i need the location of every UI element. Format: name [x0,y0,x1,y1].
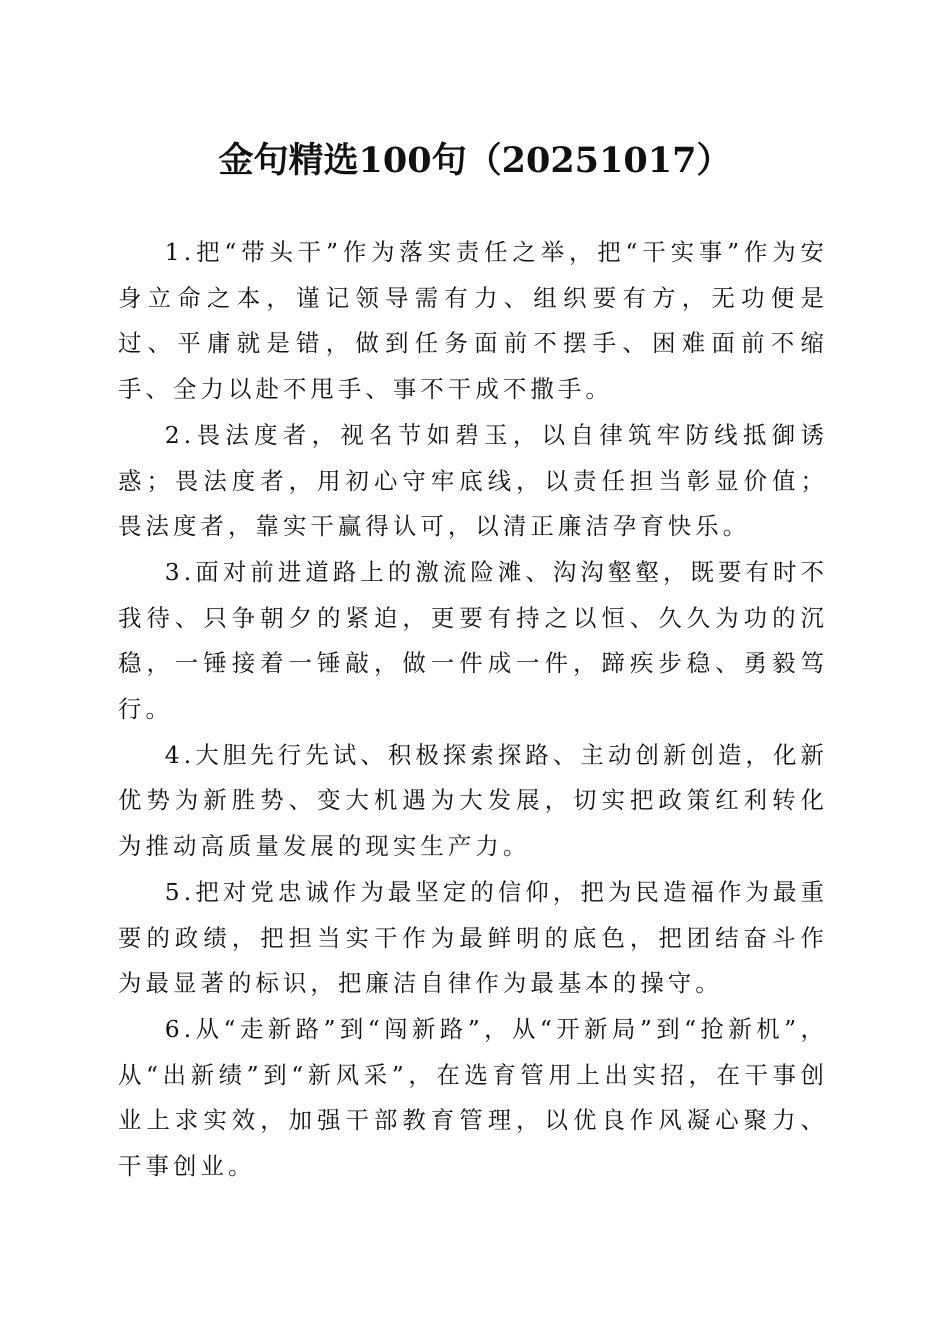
paragraph-4: 4.大胆先行先试、积极探索探路、主动创新创造，化新优势为新胜势、变大机遇为大发展，切实把政策红利转化为推动高质量发展的现实生产力。 [118,740,828,861]
paragraph-6: 6.从“走新路”到“闯新路”，从“开新局”到“抢新机”，从“出新绩”到“新风采”，在选育管用上出实招，在干事创业上求实效，加强干部教育管理，以优良作风凝心聚力、干事创业。 [118,1014,828,1181]
paragraph-2: 2.畏法度者，视名节如碧玉，以自律筑牢防线抵御诱惑；畏法度者，用初心守牢底线，以责任担当彰显价值；畏法度者，靠实干赢得认可，以清正廉洁孕育快乐。 [118,420,828,541]
paragraph-3: 3.面对前进道路上的激流险滩、沟沟壑壑，既要有时不我待、只争朝夕的紧迫，更要有持之以恒、久久为功的沉稳，一锤接着一锤敲，做一件成一件，蹄疾步稳、勇毅笃行。 [118,557,828,724]
paragraph-1: 1.把“带头干”作为落实责任之举，把“干实事”作为安身立命之本，谨记领导需有力、组织要有方，无功便是过、平庸就是错，做到任务面前不摆手、困难面前不缩手、全力以赴不甩手、事不干成不撒手。 [118,238,828,404]
document-title: 金句精选100句（20251017） [218,140,732,181]
document-body [118,230,828,1190]
paragraph-5: 5.把对党忠诚作为最坚定的信仰，把为民造福作为最重要的政绩，把担当实干作为最鲜明的底色，把团结奋斗作为最显著的标识，把廉洁自律作为最基本的操守。 [118,877,828,998]
